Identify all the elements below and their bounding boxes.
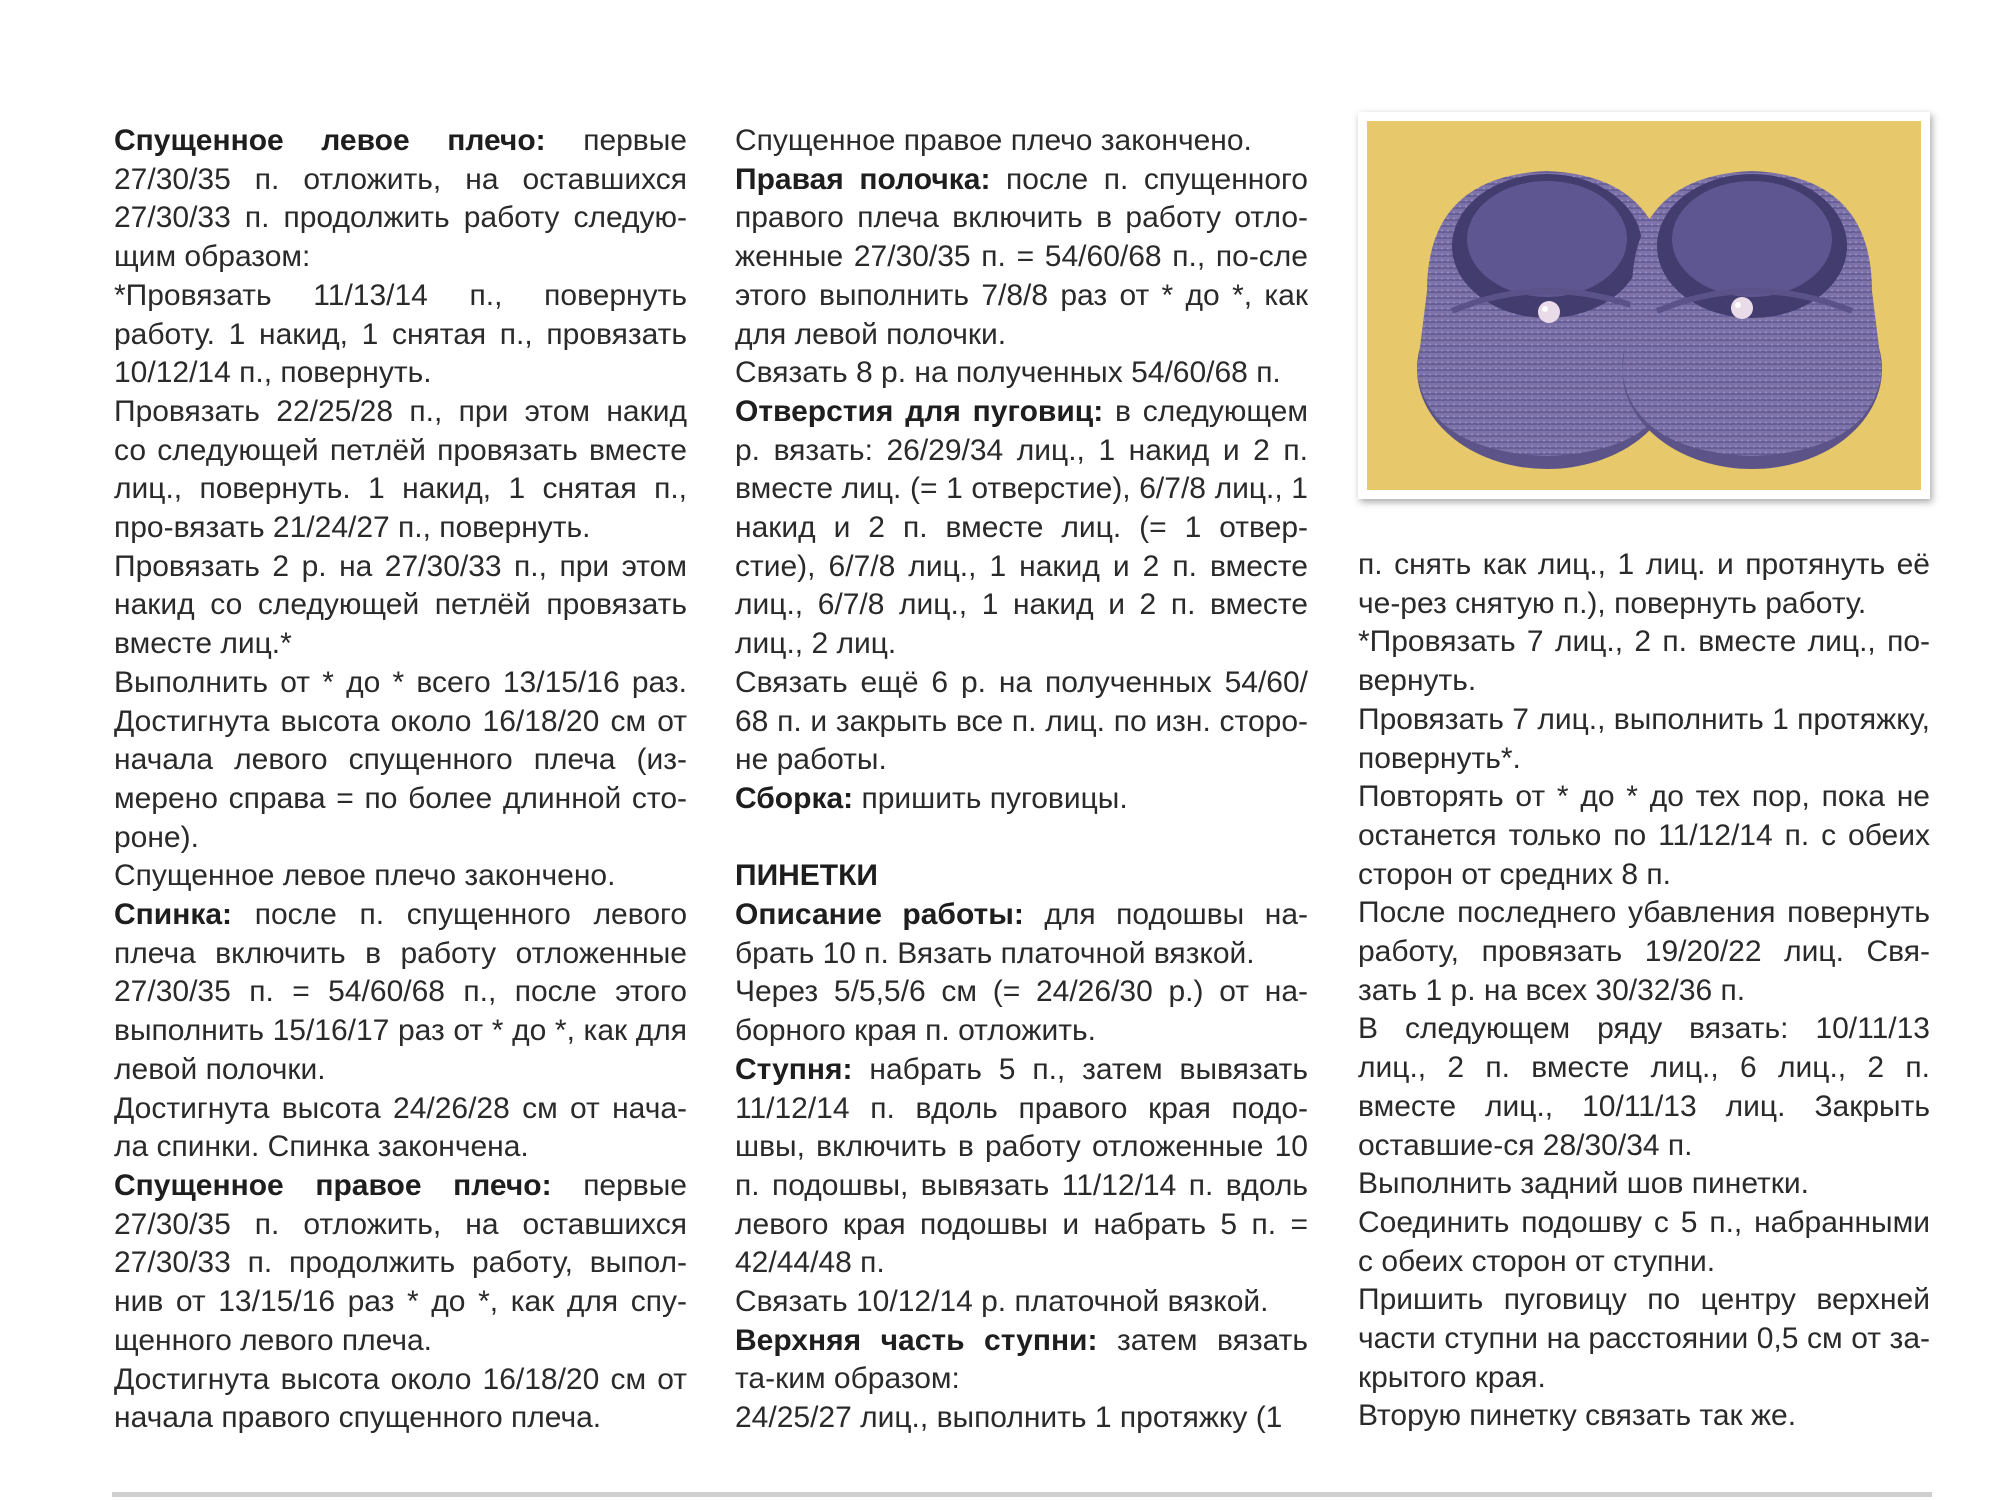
bottom-divider bbox=[112, 1492, 1932, 1497]
paragraph bbox=[735, 161, 1308, 355]
paragraph bbox=[114, 1167, 687, 1361]
subheading: Спущенное левое плечо: bbox=[114, 124, 546, 157]
paragraph bbox=[735, 896, 1308, 973]
paragraph: Соединить подошву с 5 п., набранными с обеих сторон от ступни. bbox=[1358, 1205, 1930, 1278]
booties-photo bbox=[1358, 112, 1930, 499]
paragraph bbox=[735, 393, 1308, 664]
paragraph: Провязать 7 лиц., выполнить 1 протяжку, повернуть*. bbox=[1358, 702, 1930, 775]
paragraph: Связать 8 р. на полученных 54/60/68 п. bbox=[735, 356, 1281, 390]
section-heading: ПИНЕТКИ bbox=[735, 859, 878, 893]
booties-illustration bbox=[1367, 121, 1921, 490]
paragraph: Достигнута высота около 16/18/20 см от начала правого спущенного плеча. bbox=[114, 1362, 687, 1435]
paragraph-text: в следующем р. вязать: 26/29/34 лиц., 1 накид и 2 п. вместе лиц. (= 1 отверстие), 6/7/8 лиц., 1 накид и 2 п. вместе лиц. (= 1 отвер-стие), 6/7/8 лиц., 1 накид и 2 п. вместе лиц., 6/7/8 лиц., 1 накид и 2 п. вместе лиц., 2 лиц. bbox=[735, 394, 1308, 661]
spacer bbox=[735, 819, 1308, 858]
bootie-right bbox=[1622, 171, 1882, 469]
subheading: Сборка: bbox=[735, 781, 854, 815]
paragraph: Провязать 22/25/28 п., при этом накид со следующей петлёй провязать вместе лиц., повернуть. 1 накид, 1 снятая п., про-вязать 21/24/27 п., повернуть. bbox=[114, 394, 687, 545]
paragraph: Спущенное правое плечо закончено. bbox=[735, 124, 1252, 157]
column-left bbox=[114, 122, 687, 1438]
paragraph-text: набрать 5 п., затем вывязать 11/12/14 п. вдоль правого края подо-швы, включить в работу отложенные 10 п. подошвы, вывязать 11/12/14 п. вдоль левого края подошвы и набрать 5 п. = 42/44/48 п. bbox=[735, 1052, 1308, 1280]
subheading: Правая полочка: bbox=[735, 162, 991, 196]
paragraph-text: первые 27/30/35 п. отложить, на оставшихся 27/30/33 п. продолжить работу, выпол-нив от 13/15/16 раз * до *, как для спу-щенного левого плеча. bbox=[114, 1168, 687, 1357]
subheading: Спущенное правое плечо: bbox=[114, 1168, 552, 1202]
paragraph: Связать ещё 6 р. на полученных 54/60/ 68 п. и закрыть все п. лиц. по изн. сторо-не работы. bbox=[735, 665, 1308, 777]
paragraph bbox=[114, 122, 687, 277]
paragraph: *Провязать 11/13/14 п., повернуть работу. 1 накид, 1 снятая п., провязать 10/12/14 п., повернуть. bbox=[114, 278, 687, 390]
paragraph-text: первые 27/30/35 п. отложить, на оставшихся 27/30/33 п. продолжить работу следую-щим образом: bbox=[114, 124, 687, 274]
paragraph: После последнего убавления повернуть работу, провязать 19/20/22 лиц. Свя-зать 1 р. на всех 30/32/36 п. bbox=[1358, 896, 1930, 1007]
paragraph-text: после п. спущенного правого плеча включить в работу отло-женные 27/30/35 п. = 54/60/68 п., по-сле этого выполнить 7/8/8 раз от * до *, как для левой полочки. bbox=[735, 162, 1308, 351]
paragraph: Достигнута высота 24/26/28 см от нача-ла спинки. Спинка закончена. bbox=[114, 1091, 687, 1164]
paragraph bbox=[735, 780, 1308, 819]
paragraph-text: пришить пуговицы. bbox=[853, 781, 1128, 815]
paragraph: Провязать 2 р. на 27/30/33 п., при этом накид со следующей петлёй провязать вместе лиц.* bbox=[114, 549, 687, 661]
subheading: Спинка: bbox=[114, 898, 233, 932]
button-icon bbox=[1731, 297, 1753, 319]
paragraph: Повторять от * до * до тех пор, пока не останется только по 11/12/14 п. с обеих сторон от средних 8 п. bbox=[1358, 780, 1930, 891]
paragraph: Пришить пуговицу по центру верхней части ступни на расстоянии 0,5 см от за-крытого края. bbox=[1358, 1283, 1930, 1394]
subheading: Отверстия для пуговиц: bbox=[735, 394, 1104, 428]
paragraph: Выполнить задний шов пинетки. bbox=[1358, 1167, 1809, 1201]
column-right bbox=[1358, 546, 1930, 1436]
paragraph: Выполнить от * до * всего 13/15/16 раз. Достигнута высота около 16/18/20 см от начала левого спущенного плеча (из-мерено справа = по более длинной сто-роне). bbox=[114, 665, 687, 854]
subheading: Описание работы: bbox=[735, 898, 1024, 932]
paragraph: В следующем ряду вязать: 10/11/13 лиц., 2 п. вместе лиц., 6 лиц., 2 п. вместе лиц., 10/11/13 лиц. Закрыть оставшие-ся 28/30/34 п. bbox=[1358, 1012, 1930, 1162]
paragraph-text: затем вязать та-ким образом: bbox=[735, 1323, 1308, 1396]
subheading: Ступня: bbox=[735, 1052, 853, 1086]
paragraph bbox=[735, 1051, 1308, 1283]
subheading: Верхняя часть ступни: bbox=[735, 1323, 1098, 1357]
paragraph: *Провязать 7 лиц., 2 п. вместе лиц., по-вернуть. bbox=[1358, 625, 1930, 698]
paragraph: п. снять как лиц., 1 лиц. и протянуть её че-рез снятую п.), повернуть работу. bbox=[1358, 548, 1930, 620]
paragraph-text: для подошвы на-брать 10 п. Вязать платочной вязкой. bbox=[735, 898, 1308, 970]
paragraph: Через 5/5,5/6 см (= 24/26/30 р.) от на-борного края п. отложить. bbox=[735, 975, 1308, 1048]
column-middle bbox=[735, 122, 1308, 1438]
paragraph: Спущенное левое плечо закончено. bbox=[114, 859, 616, 893]
paragraph: Связать 10/12/14 р. платочной вязкой. bbox=[735, 1285, 1269, 1319]
paragraph: 24/25/27 лиц., выполнить 1 протяжку (1 bbox=[735, 1401, 1283, 1435]
paragraph: Вторую пинетку связать так же. bbox=[1358, 1399, 1797, 1433]
paragraph-text: после п. спущенного левого плеча включить в работу отложенные 27/30/35 п. = 54/60/68 п., после этого выполнить 15/16/17 раз от * до *, как для левой полочки. bbox=[114, 898, 687, 1086]
paragraph bbox=[114, 896, 687, 1090]
button-icon bbox=[1538, 301, 1560, 323]
paragraph bbox=[735, 1322, 1308, 1399]
